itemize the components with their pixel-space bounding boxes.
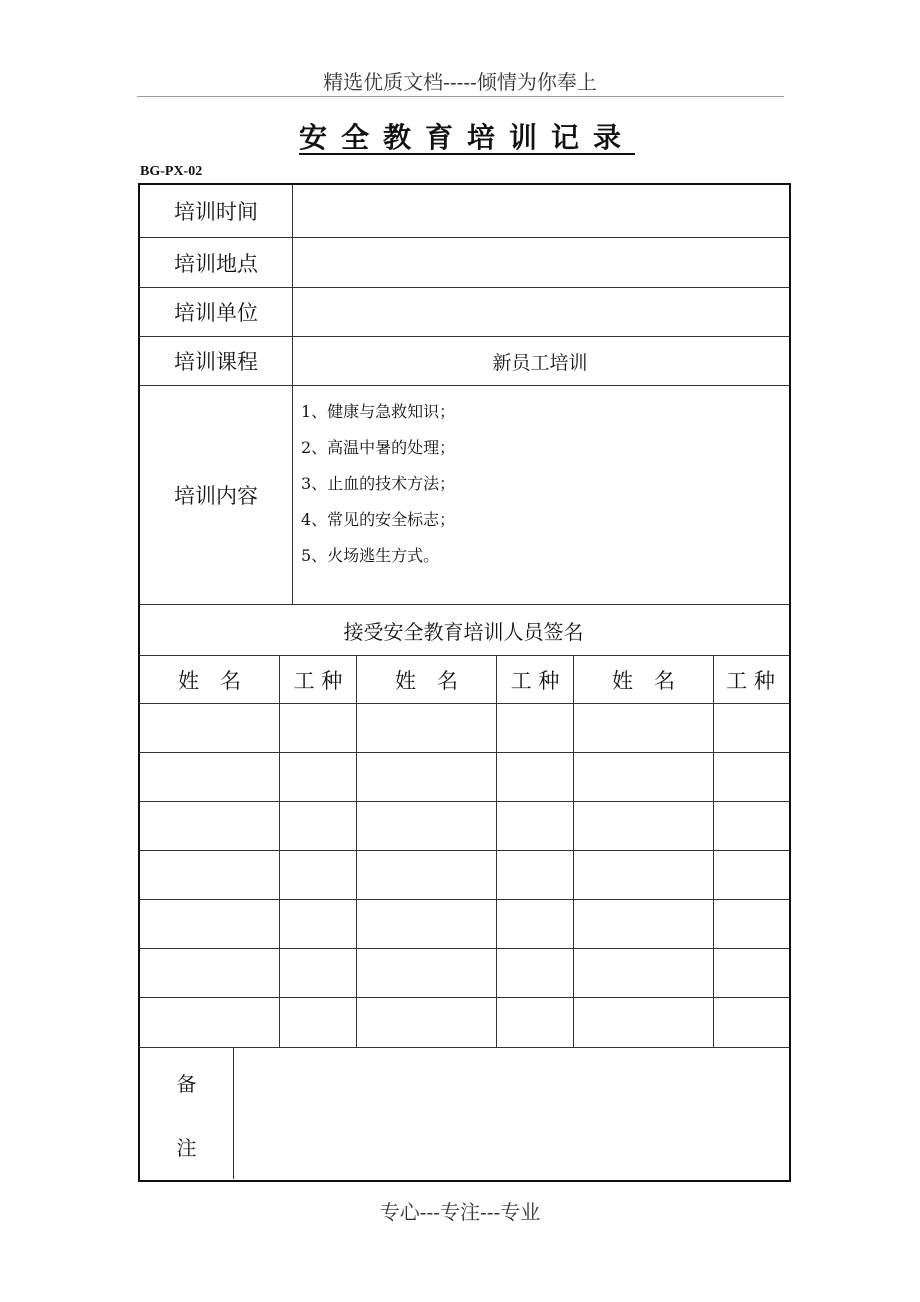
column-header-job-type: 工 种 [510,668,560,693]
signature-column-divider [496,655,497,1047]
row-divider [139,850,789,851]
signature-column-divider [279,655,280,1047]
signature-column-divider [356,655,357,1047]
column-header-name: 姓 名 [395,668,458,693]
content-item: 5、火场逃生方式。 [301,546,440,565]
value-training-place[interactable] [293,238,787,287]
document-title-wrap [0,116,920,156]
label-training-course: 培训课程 [174,350,258,374]
signature-column-divider [573,655,574,1047]
header-divider [137,96,784,97]
column-header-name: 姓 名 [178,668,241,693]
value-training-unit[interactable] [293,288,787,336]
row-divider [139,752,789,753]
content-item: 3、止血的技术方法； [301,474,456,493]
label-training-unit: 培训单位 [174,301,258,325]
signature-column-divider [713,655,714,1047]
signature-section-title: 接受安全教育培训人员签名 [343,619,584,644]
row-divider [139,703,789,704]
label-training-content: 培训内容 [174,484,258,508]
content-item: 4、常见的安全标志； [301,510,456,529]
page-footer: 专心---专注---专业 [379,1200,541,1224]
row-divider [139,997,789,998]
column-header-job-type: 工 种 [726,668,775,693]
value-training-time[interactable] [293,185,787,237]
column-header-job-type: 工 种 [293,668,343,693]
training-content-list [301,394,455,574]
remarks-label-line2: 注 [176,1135,197,1160]
label-training-place: 培训地点 [174,251,258,276]
content-item: 1、健康与急救知识； [301,402,456,421]
label-training-time: 培训时间 [174,200,258,224]
row-divider [139,948,789,949]
remarks-value[interactable] [234,1048,787,1178]
row-divider [139,899,789,900]
row-divider [139,801,789,802]
page-header: 精选优质文档-----倾情为你奉上 [323,70,597,94]
value-training-course[interactable]: 新员工培训 [492,351,588,374]
document-title: 安全教育培训记录 [298,121,635,154]
remarks-label-line1: 备 [176,1071,197,1096]
content-item: 2、高温中暑的处理； [301,438,456,457]
column-header-name: 姓 名 [612,668,675,693]
form-code: BG-PX-02 [140,164,203,179]
